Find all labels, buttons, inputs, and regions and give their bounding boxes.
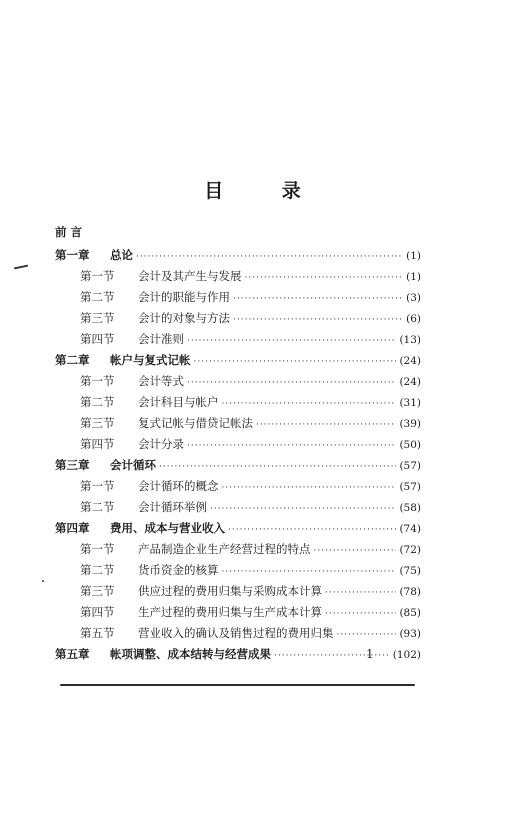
section-title: 货币资金的核算 — [138, 563, 219, 577]
section-title: 会计循环的概念 — [138, 479, 219, 493]
page-number: (1) — [406, 271, 421, 283]
toc-section — [55, 476, 421, 497]
page-number: (50) — [399, 439, 421, 451]
dot-leader — [337, 625, 397, 646]
dot-leader — [159, 457, 396, 478]
section-number: 第四节 — [80, 437, 115, 451]
dot-leader — [256, 415, 396, 436]
section-number: 第二节 — [80, 500, 115, 514]
toc-section — [55, 497, 421, 518]
page-number: (75) — [399, 565, 421, 577]
section-title: 会计循环举例 — [138, 500, 207, 514]
chapter-title: 帐项调整、成本结转与经营成果 — [110, 647, 271, 661]
toc-section — [55, 581, 421, 602]
section-title: 供应过程的费用归集与采购成本计算 — [138, 584, 322, 598]
dot-leader — [187, 436, 396, 457]
bottom-rule — [60, 684, 415, 686]
dot-leader — [136, 247, 403, 268]
section-number: 第三节 — [80, 416, 115, 430]
page-number: (58) — [399, 502, 421, 514]
section-number: 第二节 — [80, 563, 115, 577]
page-number: (57) — [399, 481, 421, 493]
dot-leader — [233, 310, 403, 331]
dot-leader — [222, 478, 397, 499]
dot-leader — [187, 331, 396, 352]
toc-section — [55, 371, 421, 392]
dot-leader — [222, 562, 397, 583]
dot-leader — [233, 289, 403, 310]
section-number: 第三节 — [80, 584, 115, 598]
toc-section — [55, 308, 421, 329]
toc-section — [55, 623, 421, 644]
toc-preface — [55, 222, 421, 243]
toc-section — [55, 539, 421, 560]
page-number: (24) — [399, 355, 421, 367]
chapter-title: 帐户与复式记帐 — [110, 353, 191, 367]
section-number: 第二节 — [80, 290, 115, 304]
page-number: (31) — [399, 397, 421, 409]
toc-chapter — [55, 455, 421, 476]
toc-section — [55, 413, 421, 434]
chapter-title: 会计循环 — [110, 458, 156, 472]
toc-section — [55, 329, 421, 350]
section-title: 产品制造企业生产经营过程的特点 — [138, 542, 311, 556]
page-title: 目 录 — [204, 180, 327, 202]
chapter-number: 第四章 — [55, 521, 90, 535]
section-title: 生产过程的费用归集与生产成本计算 — [138, 605, 322, 619]
scan-mark — [42, 580, 44, 582]
section-number: 第一节 — [80, 479, 115, 493]
section-title: 会计的对象与方法 — [138, 311, 230, 325]
dot-leader — [325, 604, 396, 625]
toc-section — [55, 602, 421, 623]
toc-section — [55, 287, 421, 308]
dot-leader — [194, 352, 397, 373]
page-number: (57) — [399, 460, 421, 472]
page-number: (1) — [406, 250, 421, 262]
section-title: 营业收入的确认及销售过程的费用归集 — [138, 626, 334, 640]
scan-mark — [14, 265, 28, 270]
page-number: (3) — [406, 292, 421, 304]
page-number: (85) — [399, 607, 421, 619]
section-number: 第一节 — [80, 374, 115, 388]
dot-leader — [325, 583, 396, 604]
section-number: 第一节 — [80, 542, 115, 556]
section-title: 会计科目与帐户 — [138, 395, 219, 409]
page-number: (72) — [399, 544, 421, 556]
preface-label: 前 言 — [55, 225, 83, 239]
section-number: 第四节 — [80, 605, 115, 619]
folio-page-number: 1 — [366, 647, 374, 661]
toc-chapter — [55, 518, 421, 539]
page-number: (6) — [406, 313, 421, 325]
dot-leader — [187, 373, 396, 394]
toc-chapter — [55, 245, 421, 266]
dot-leader — [228, 520, 396, 541]
dot-leader — [245, 268, 404, 289]
page-number: (93) — [399, 628, 421, 640]
chapter-number: 第五章 — [55, 647, 90, 661]
section-title: 会计分录 — [138, 437, 184, 451]
page-number: (102) — [392, 649, 421, 661]
section-title: 会计的职能与作用 — [138, 290, 230, 304]
chapter-number: 第一章 — [55, 248, 90, 262]
toc-section — [55, 434, 421, 455]
chapter-number: 第三章 — [55, 458, 90, 472]
section-title: 会计等式 — [138, 374, 184, 388]
section-number: 第二节 — [80, 395, 115, 409]
dot-leader — [222, 394, 397, 415]
page-number: (24) — [399, 376, 421, 388]
dot-leader — [314, 541, 397, 562]
section-title: 会计及其产生与发展 — [138, 269, 242, 283]
section-number: 第四节 — [80, 332, 115, 346]
table-of-contents — [55, 222, 421, 665]
section-title: 会计准则 — [138, 332, 184, 346]
section-number: 第一节 — [80, 269, 115, 283]
page-number: (13) — [399, 334, 421, 346]
toc-section — [55, 560, 421, 581]
section-number: 第三节 — [80, 311, 115, 325]
chapter-number: 第二章 — [55, 353, 90, 367]
toc-section — [55, 392, 421, 413]
page-number: (39) — [399, 418, 421, 430]
page-number: (78) — [399, 586, 421, 598]
section-number: 第五节 — [80, 626, 115, 640]
page-number: (74) — [399, 523, 421, 535]
chapter-title: 总论 — [110, 248, 133, 262]
section-title: 复式记帐与借贷记帐法 — [138, 416, 253, 430]
toc-chapter — [55, 350, 421, 371]
chapter-title: 费用、成本与营业收入 — [110, 521, 225, 535]
dot-leader — [210, 499, 396, 520]
toc-section — [55, 266, 421, 287]
